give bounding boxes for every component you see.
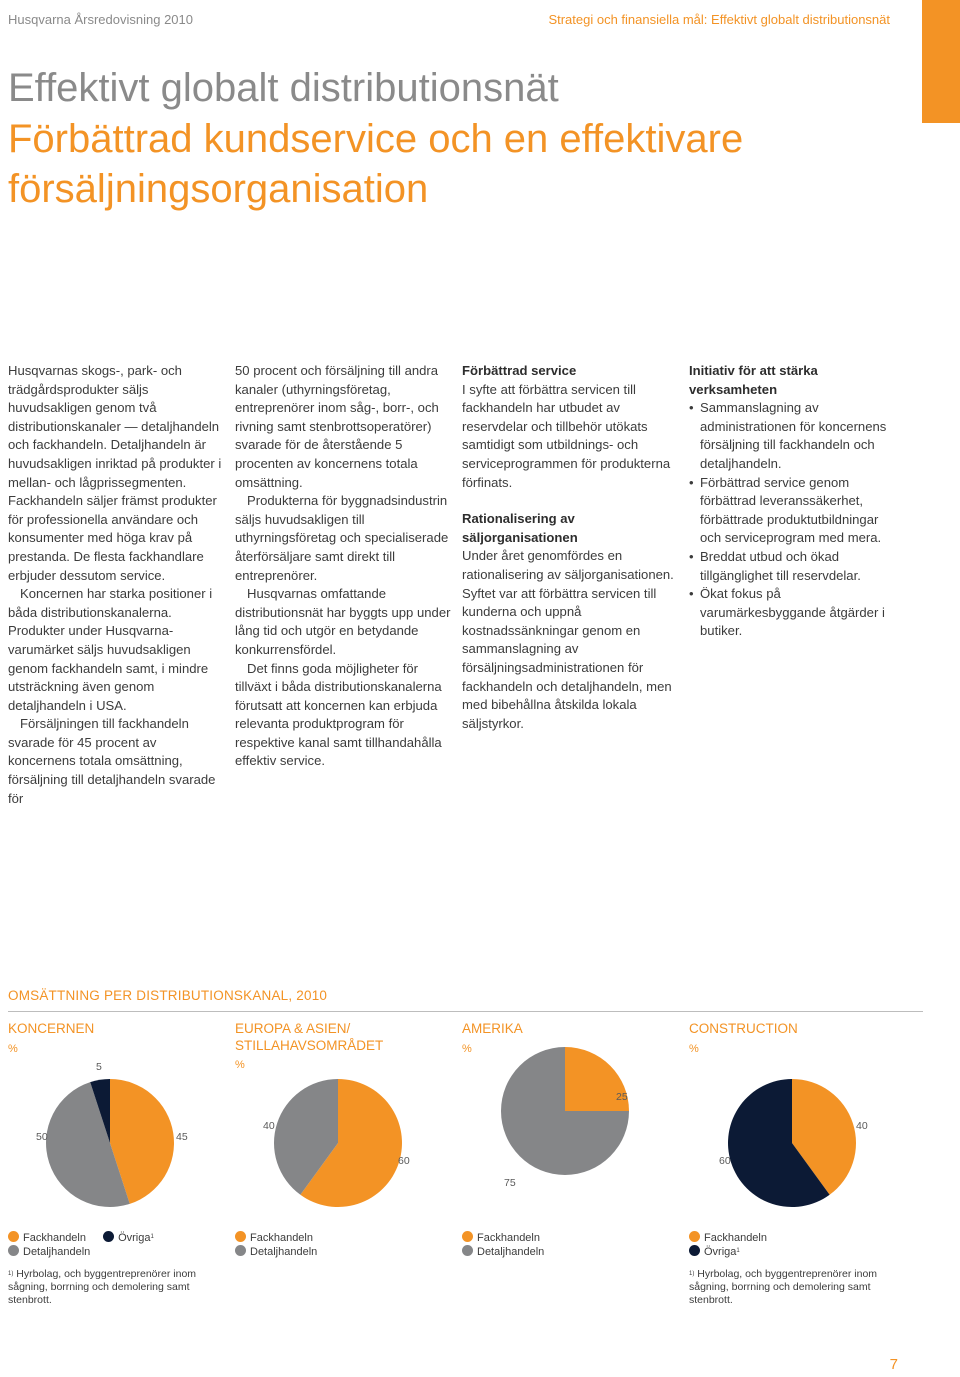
legend-label: Fackhandeln [477, 1232, 540, 1244]
text-column-2 [235, 362, 453, 771]
legend-europa-asien [235, 1231, 317, 1259]
list-item: • Förbättrad service genom förbättrad leveranssäkerhet, förbättrade produktutbildningar och serviceprogram med mera. [689, 474, 903, 548]
pie-chart-construction [727, 1078, 857, 1208]
data-label: 75 [504, 1177, 516, 1189]
footnote-text: Hyrbolag, och byggentreprenörer inom sågning, borrning och demolering samt stenbrott. [8, 1268, 197, 1306]
pie-chart-amerika [500, 1046, 630, 1176]
chart-section-title: OMSÄTTNING PER DISTRIBUTIONSKANAL, 2010 [8, 988, 328, 1003]
paragraph: Koncernen har starka positioner i båda distributionskanalerna. Produkter under Husqvarna-varumärket säljs huvudsakligen genom fackhandeln samt, i mindre utsträckning även genom detaljhandeln i USA. [8, 586, 213, 713]
pie-chart-koncernen [45, 1078, 175, 1208]
chart-unit: % [235, 1059, 245, 1071]
swatch-fackhandeln-icon [8, 1231, 19, 1242]
subtitle-line-1: Förbättrad kundservice och en effektivare [8, 117, 744, 161]
data-label: 5 [96, 1061, 102, 1073]
data-label: 40 [856, 1120, 868, 1132]
legend-row [235, 1245, 317, 1259]
page-subtitle [8, 114, 743, 214]
legend-row [689, 1231, 767, 1245]
legend-koncernen [8, 1231, 154, 1259]
legend-row [462, 1231, 544, 1245]
legend-label: Fackhandeln [23, 1232, 86, 1244]
legend-amerika [462, 1231, 544, 1259]
paragraph: Produkterna för byggnadsindustrin säljs huvudsakligen till uthyrningsföretag och specialiserade återförsäljare samt direkt till entreprenörer. [235, 493, 449, 583]
data-label: 60 [398, 1155, 410, 1167]
page-number: 7 [889, 1356, 898, 1373]
legend-label: Detaljhandeln [23, 1246, 91, 1258]
swatch-ovriga-icon [689, 1245, 700, 1256]
data-label: 40 [263, 1120, 275, 1132]
data-label: 60 [719, 1155, 731, 1167]
data-label: 45 [176, 1131, 188, 1143]
swatch-fackhandeln-icon [462, 1231, 473, 1242]
chart-title-europa-asien: EUROPA & ASIEN/ STILLAHAVSOMRÅDET [235, 1021, 384, 1053]
paragraph: Husqvarnas omfattande distributionsnät har byggts upp under lång tid och utgör en betydande konkurrensfördel. [235, 586, 451, 657]
legend-row [235, 1231, 317, 1245]
legend-row: Övriga$^1$ [689, 1245, 767, 1259]
subheading-forbattrad-service: Förbättrad service [462, 363, 577, 378]
swatch-fackhandeln-icon [689, 1231, 700, 1242]
page-title: Effektivt globalt distributionsnät [8, 66, 559, 110]
chart-title-amerika: AMERIKA [462, 1021, 523, 1036]
report-name: Husqvarna Årsredovisning 2010 [8, 12, 193, 27]
swatch-detaljhandeln-icon [235, 1245, 246, 1256]
text-column-3 [462, 362, 680, 733]
chart-unit: % [8, 1043, 18, 1055]
legend-row: Fackhandeln Övriga$^1$ [8, 1231, 154, 1245]
subtitle-line-2: försäljningsorganisation [8, 167, 429, 211]
footnote-construction: $^{1)}$ Hyrbolag, och byggentreprenörer inom sågning, borrning och demolering samt stenbrott. [689, 1268, 878, 1306]
list-item: • Sammanslagning av administrationen för koncernens försäljning till fackhandeln och detaljhandeln. [689, 399, 903, 473]
initiative-list [689, 399, 903, 641]
legend-label: Detaljhandeln [477, 1246, 545, 1258]
subheading-rationalisering: Rationalisering av säljorganisationen [462, 511, 578, 545]
chart-unit: % [462, 1043, 472, 1055]
legend-row [462, 1245, 544, 1259]
subheading-initiativ: Initiativ för att stärka verksamheten [689, 363, 818, 397]
legend-label: Fackhandeln [250, 1232, 313, 1244]
legend-construction [689, 1231, 767, 1259]
footnote-koncernen: $^{1)}$ Hyrbolag, och byggentreprenörer inom sågning, borrning och demolering samt stenbrott. [8, 1268, 197, 1306]
data-label: 25 [616, 1091, 628, 1103]
chart-title-koncernen: KONCERNEN [8, 1021, 95, 1036]
swatch-ovriga-icon [103, 1231, 114, 1242]
paragraph: Det finns goda möjligheter för tillväxt i båda distributionskanalerna förutsatt att koncernen kan erbjuda relevanta produktprogram för respektive kanal samt tillhandahålla effektiv service. [235, 660, 442, 769]
paragraph: 50 procent och försäljning till andra kanaler (uthyrningsföretag, entreprenörer inom såg-, borr-, och rivning samt stenbrottsoperatörer) svarade för de återstående 5 procenten av koncernens totala omsättning. [235, 363, 439, 490]
footnote-text: Hyrbolag, och byggentreprenörer inom sågning, borrning och demolering samt stenbrott. [689, 1268, 878, 1306]
text-column-4 [689, 362, 903, 641]
list-item: • Breddat utbud och ökad tillgänglighet till reservdelar. [689, 548, 903, 585]
legend-label: Detaljhandeln [250, 1246, 318, 1258]
paragraph: Husqvarnas skogs-, park- och trädgårdsprodukter säljs huvudsakligen genom två distributionskanaler — detaljhandeln och fackhandeln. Detaljhandeln är huvudsakligen inriktad på produkter i mellan- och lågprissegmenten. Fackhandeln säljer främst produkter för professionella användare och konsumenter med höga krav på prestanda. De flesta fackhandlare erbjuder dessutom service. [8, 363, 222, 583]
legend-row [8, 1245, 154, 1259]
swatch-fackhandeln-icon [235, 1231, 246, 1242]
swatch-detaljhandeln-icon [8, 1245, 19, 1256]
chart-title-construction: CONSTRUCTION [689, 1021, 798, 1036]
legend-label: Övriga [118, 1232, 151, 1244]
orange-tab-marker [922, 0, 960, 123]
swatch-detaljhandeln-icon [462, 1245, 473, 1256]
section-breadcrumb: Strategi och finansiella mål: Effektivt globalt distributionsnät [548, 12, 890, 27]
pie-chart-europa-asien [273, 1078, 403, 1208]
paragraph: Försäljningen till fackhandeln svarade för 45 procent av koncernens totala omsättning, försäljning till detaljhandeln svarade för [8, 716, 216, 806]
legend-label: Övriga [704, 1246, 737, 1258]
data-label: 50 [36, 1131, 48, 1143]
divider [8, 1011, 923, 1012]
paragraph: I syfte att förbättra servicen till fackhandeln har utbudet av reservdelar och tillbehör utökats samtidigt som utbildnings- och serviceprogrammen för produkterna förfinats. [462, 381, 671, 490]
list-item: • Ökat fokus på varumärkesbyggande åtgärder i butiker. [689, 585, 903, 641]
text-column-1 [8, 362, 226, 808]
chart-unit: % [689, 1043, 699, 1055]
paragraph: Under året genomfördes en rationalisering av säljorganisationen. Syftet var att förbättra servicen till kunderna och uppnå kostnadssänkningar genom en sammanslagning av försäljningsadministrationen för fackhandeln och detaljhandeln, men med bibehållna åtskilda lokala säljstyrkor. [462, 548, 674, 731]
legend-label: Fackhandeln [704, 1232, 767, 1244]
